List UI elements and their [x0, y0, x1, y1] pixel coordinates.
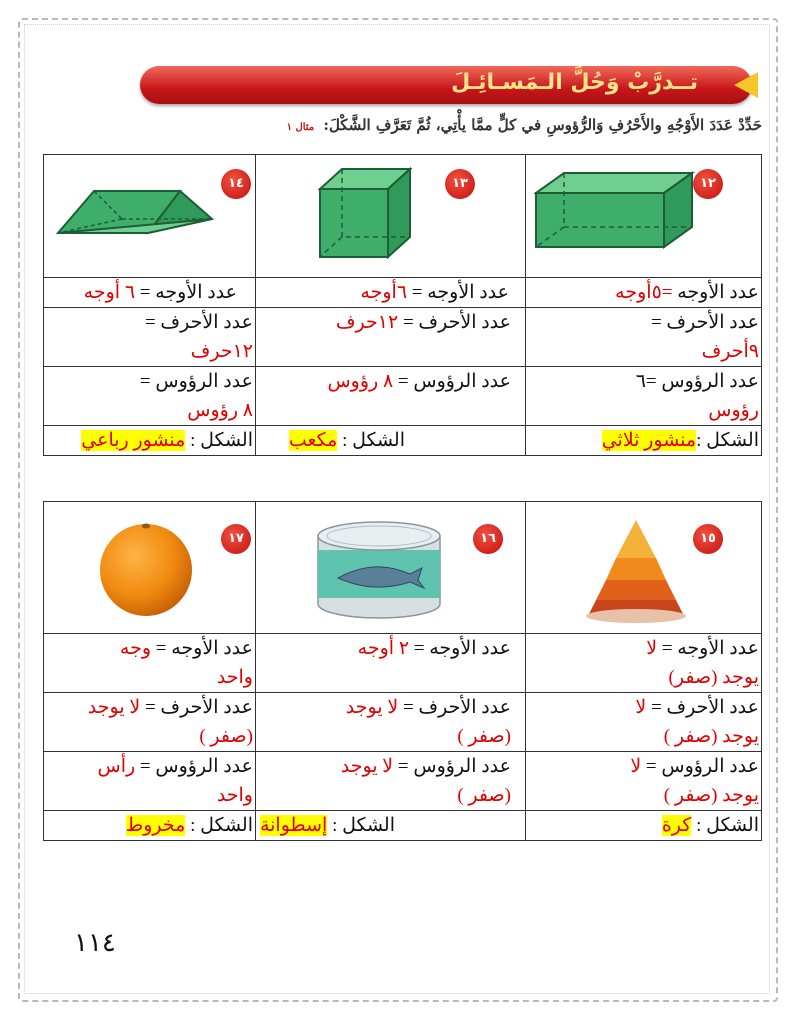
table-row [44, 811, 762, 841]
page-number: ١١٤ [74, 928, 116, 958]
vertices-cell: عدد الرؤوس = ٨ رؤوس [256, 367, 526, 426]
triangular-prism-icon [56, 189, 216, 239]
edges-cell: عدد الأحرف = لا يوجد (صفر ) [526, 693, 762, 752]
table-row [44, 278, 762, 308]
shape-name-cell: الشكل : كرة [526, 811, 762, 841]
exercise-number: ١٦ [473, 524, 503, 554]
vertices-cell: عدد الرؤوس = ٨ رؤوس [44, 367, 256, 426]
exercise-number: ١٧ [221, 524, 251, 554]
shape-answer: مكعب [288, 430, 338, 451]
edges-cell: عدد الأحرف = لا يوجد (صفر ) [44, 693, 256, 752]
table-row [44, 752, 762, 811]
table-row [44, 155, 762, 278]
shape-cell [256, 155, 526, 278]
shape-name-cell: الشكل : مخروط [44, 811, 256, 841]
shape-cell [256, 502, 526, 634]
faces-cell: عدد الأوجه = لا يوجد (صفر) [526, 634, 762, 693]
arrow-icon [734, 72, 758, 98]
vertices-cell: عدد الرؤوس = لا يوجد (صفر ) [256, 752, 526, 811]
table-row [44, 693, 762, 752]
edges-cell: عدد الأحرف = ٩أحرف [526, 308, 762, 367]
edges-cell: عدد الأحرف = ١٢حرف [256, 308, 526, 367]
table-row [44, 308, 762, 367]
exercise-table-2 [43, 501, 762, 841]
table-row [44, 367, 762, 426]
cylinder-can-icon [314, 514, 444, 624]
exercise-number: ١٢ [693, 169, 723, 199]
banner-title: تــدرَّبْ وَحُلَّ الـمَسـائِـلَ [451, 70, 698, 95]
shape-cell [526, 502, 762, 634]
cone-icon [576, 516, 696, 626]
table-row [44, 426, 762, 456]
exercise-table-1 [43, 154, 762, 456]
shape-answer: مخروط [125, 815, 186, 836]
faces-cell: عدد الأوجه = ٢ أوجه [256, 634, 526, 693]
sphere-orange-icon [96, 518, 196, 618]
table-row [44, 502, 762, 634]
faces-cell: عدد الأوجه = ٦أوجه [256, 278, 526, 308]
shape-answer: منشور ثلاثي [601, 430, 697, 451]
shape-cell [526, 155, 762, 278]
edges-cell: عدد الأحرف = لا يوجد (صفر ) [256, 693, 526, 752]
faces-cell: عدد الأوجه = وجه واحد [44, 634, 256, 693]
shape-name-cell: الشكل : منشور رباعي [44, 426, 256, 456]
shape-cell [44, 502, 256, 634]
exercise-number: ١٥ [693, 524, 723, 554]
exercise-number: ١٤ [221, 169, 251, 199]
cube-icon [318, 167, 418, 262]
shape-cell [44, 155, 256, 278]
vertices-cell: عدد الرؤوس =٦ رؤوس [526, 367, 762, 426]
shape-answer: إسطوانة [259, 815, 328, 836]
shape-answer: كرة [661, 815, 692, 836]
shape-name-cell: الشكل : إسطوانة [256, 811, 526, 841]
example-ref: مثال ١ [286, 122, 315, 133]
instruction [248, 116, 762, 134]
rectangular-prism-icon [534, 171, 704, 251]
faces-cell: عدد الأوجه = ٦ أوجه [44, 278, 256, 308]
shape-name-cell: الشكل :منشور ثلاثي [526, 426, 762, 456]
instruction-text: حَدِّدْ عَدَدَ الأَوْجُهِ والأَحْرُفِ وَالرُّؤوسِ في كلٍّ ممَّا يأْتِي، ثُمَّ تَعَرَّفِ الشَّكْلَ: [323, 116, 762, 134]
shape-name-cell: الشكل : مكعب [256, 426, 526, 456]
vertices-cell: عدد الرؤوس = رأس واحد [44, 752, 256, 811]
section-banner [140, 66, 752, 104]
faces-cell: عدد الأوجه =٥أوجه [526, 278, 762, 308]
edges-cell: عدد الأحرف = ١٢حرف [44, 308, 256, 367]
exercise-number: ١٣ [445, 169, 475, 199]
shape-answer: منشور رباعي [81, 430, 186, 451]
table-row [44, 634, 762, 693]
vertices-cell: عدد الرؤوس = لا يوجد (صفر ) [526, 752, 762, 811]
